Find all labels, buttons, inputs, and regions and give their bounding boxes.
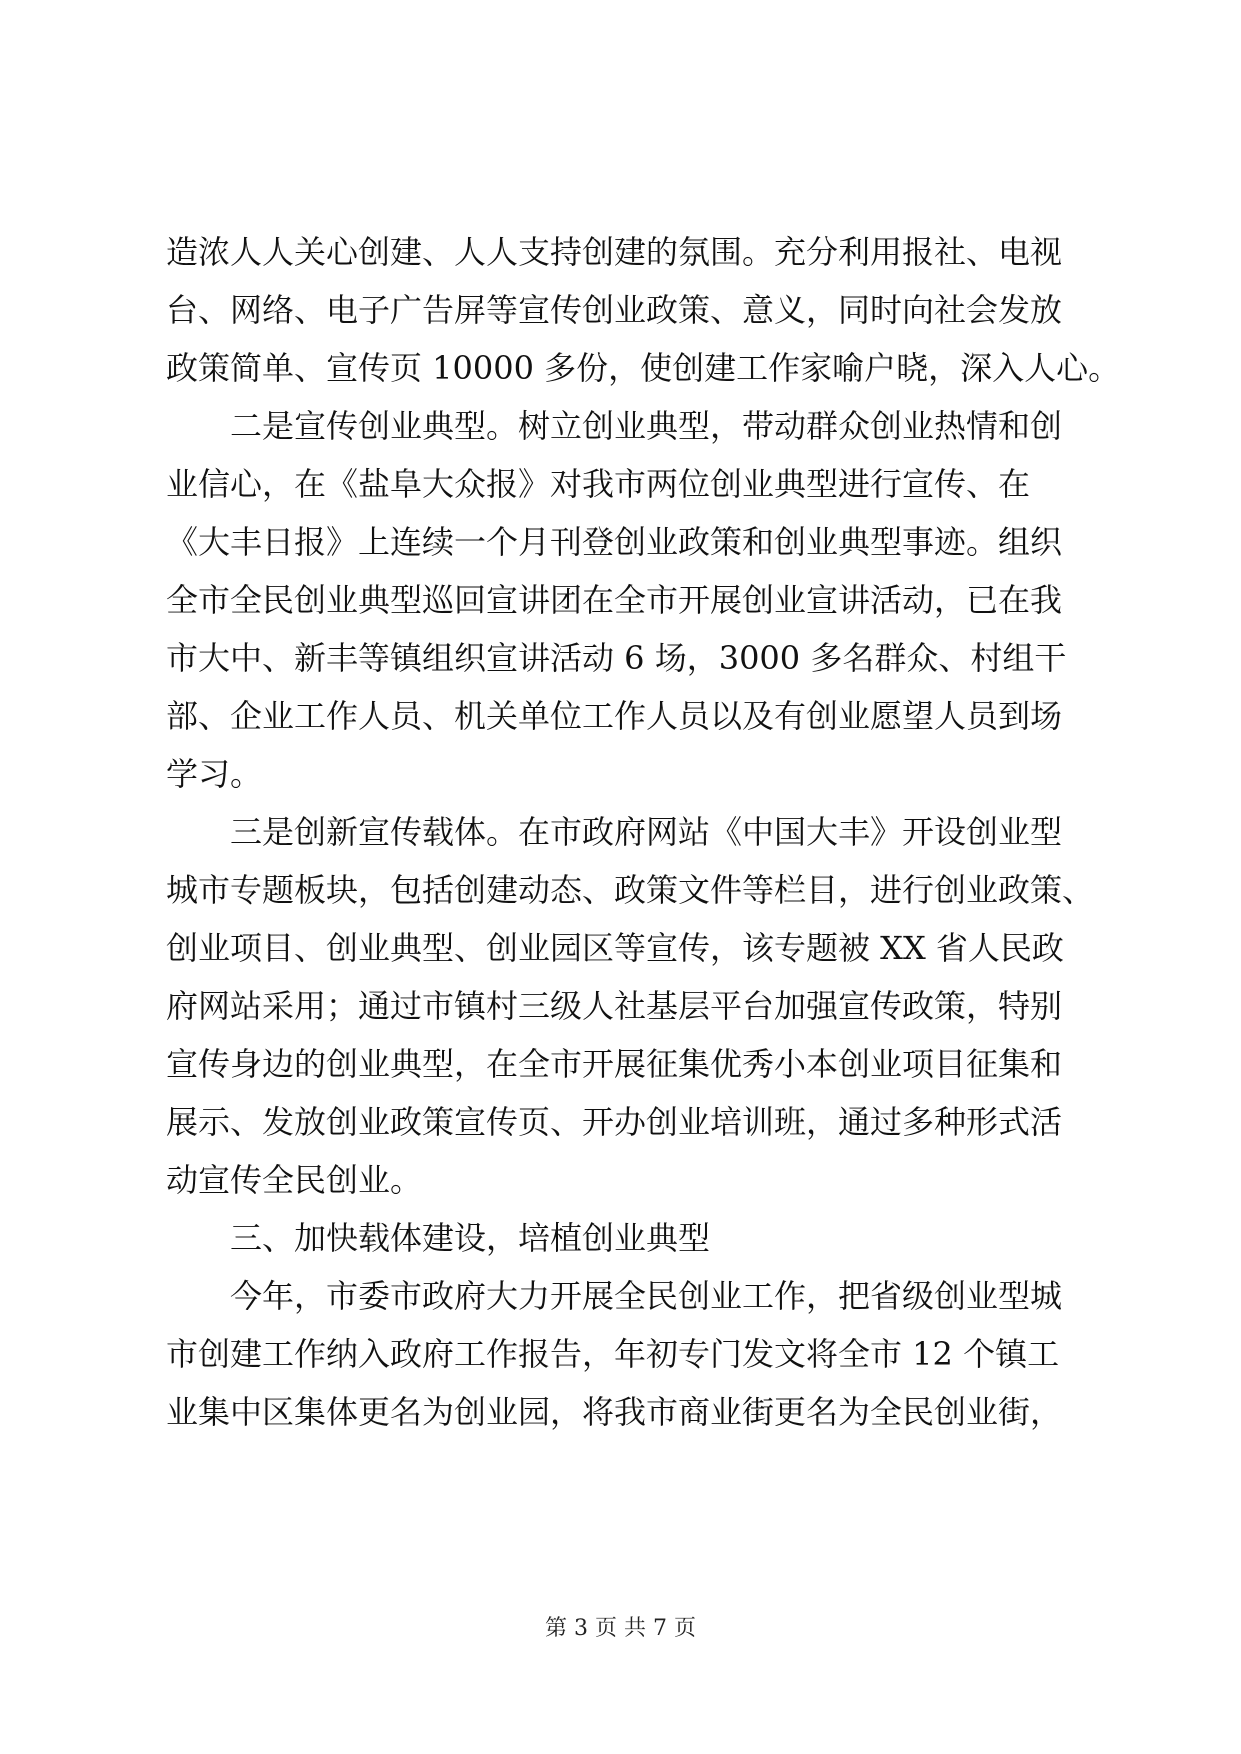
text-line: 业信心，在《盐阜大众报》对我市两位创业典型进行宣传、在 bbox=[166, 465, 1031, 503]
text-line: 业集中区集体更名为创业园，将我市商业街更名为全民创业街， bbox=[166, 1393, 1063, 1431]
text-line: 府网站采用；通过市镇村三级人社基层平台加强宣传政策，特别 bbox=[166, 987, 1063, 1025]
text-line: 部、企业工作人员、机关单位工作人员以及有创业愿望人员到场 bbox=[166, 697, 1063, 735]
paragraph-first-line: 三是创新宣传载体。在市政府网站《中国大丰》开设创业型 bbox=[230, 813, 1063, 851]
paragraph-first-line: 今年，市委市政府大力开展全民创业工作，把省级创业型城 bbox=[230, 1277, 1063, 1315]
text-line: 台、网络、电子广告屏等宣传创业政策、意义，同时向社会发放 bbox=[166, 291, 1063, 329]
text-line: 学习。 bbox=[166, 755, 263, 793]
paragraph-first-line: 二是宣传创业典型。树立创业典型，带动群众创业热情和创 bbox=[230, 407, 1063, 445]
text-line: 全市全民创业典型巡回宣讲团在全市开展创业宣讲活动，已在我 bbox=[166, 581, 1063, 619]
text-line: 市大中、新丰等镇组织宣讲活动 6 场，3000 多名群众、村组干 bbox=[166, 639, 1067, 677]
text-line: 政策简单、宣传页 10000 多份，使创建工作家喻户晓，深入人心。 bbox=[166, 349, 1121, 387]
text-line: 展示、发放创业政策宣传页、开办创业培训班，通过多种形式活 bbox=[166, 1103, 1063, 1141]
text-line: 城市专题板块，包括创建动态、政策文件等栏目，进行创业政策、 bbox=[166, 871, 1095, 909]
text-line: 动宣传全民创业。 bbox=[166, 1161, 423, 1199]
page-number-footer: 第 3 页 共 7 页 bbox=[545, 1616, 696, 1641]
text-line: 宣传身边的创业典型，在全市开展征集优秀小本创业项目征集和 bbox=[166, 1045, 1063, 1083]
text-line: 《大丰日报》上连续一个月刊登创业政策和创业典型事迹。组织 bbox=[166, 523, 1063, 561]
section-heading: 三、加快载体建设，培植创业典型 bbox=[230, 1219, 711, 1257]
text-line: 创业项目、创业典型、创业园区等宣传，该专题被 XX 省人民政 bbox=[166, 929, 1064, 967]
text-line: 造浓人人关心创建、人人支持创建的氛围。充分利用报社、电视 bbox=[166, 233, 1063, 271]
text-line: 市创建工作纳入政府工作报告，年初专门发文将全市 12 个镇工 bbox=[166, 1335, 1060, 1373]
